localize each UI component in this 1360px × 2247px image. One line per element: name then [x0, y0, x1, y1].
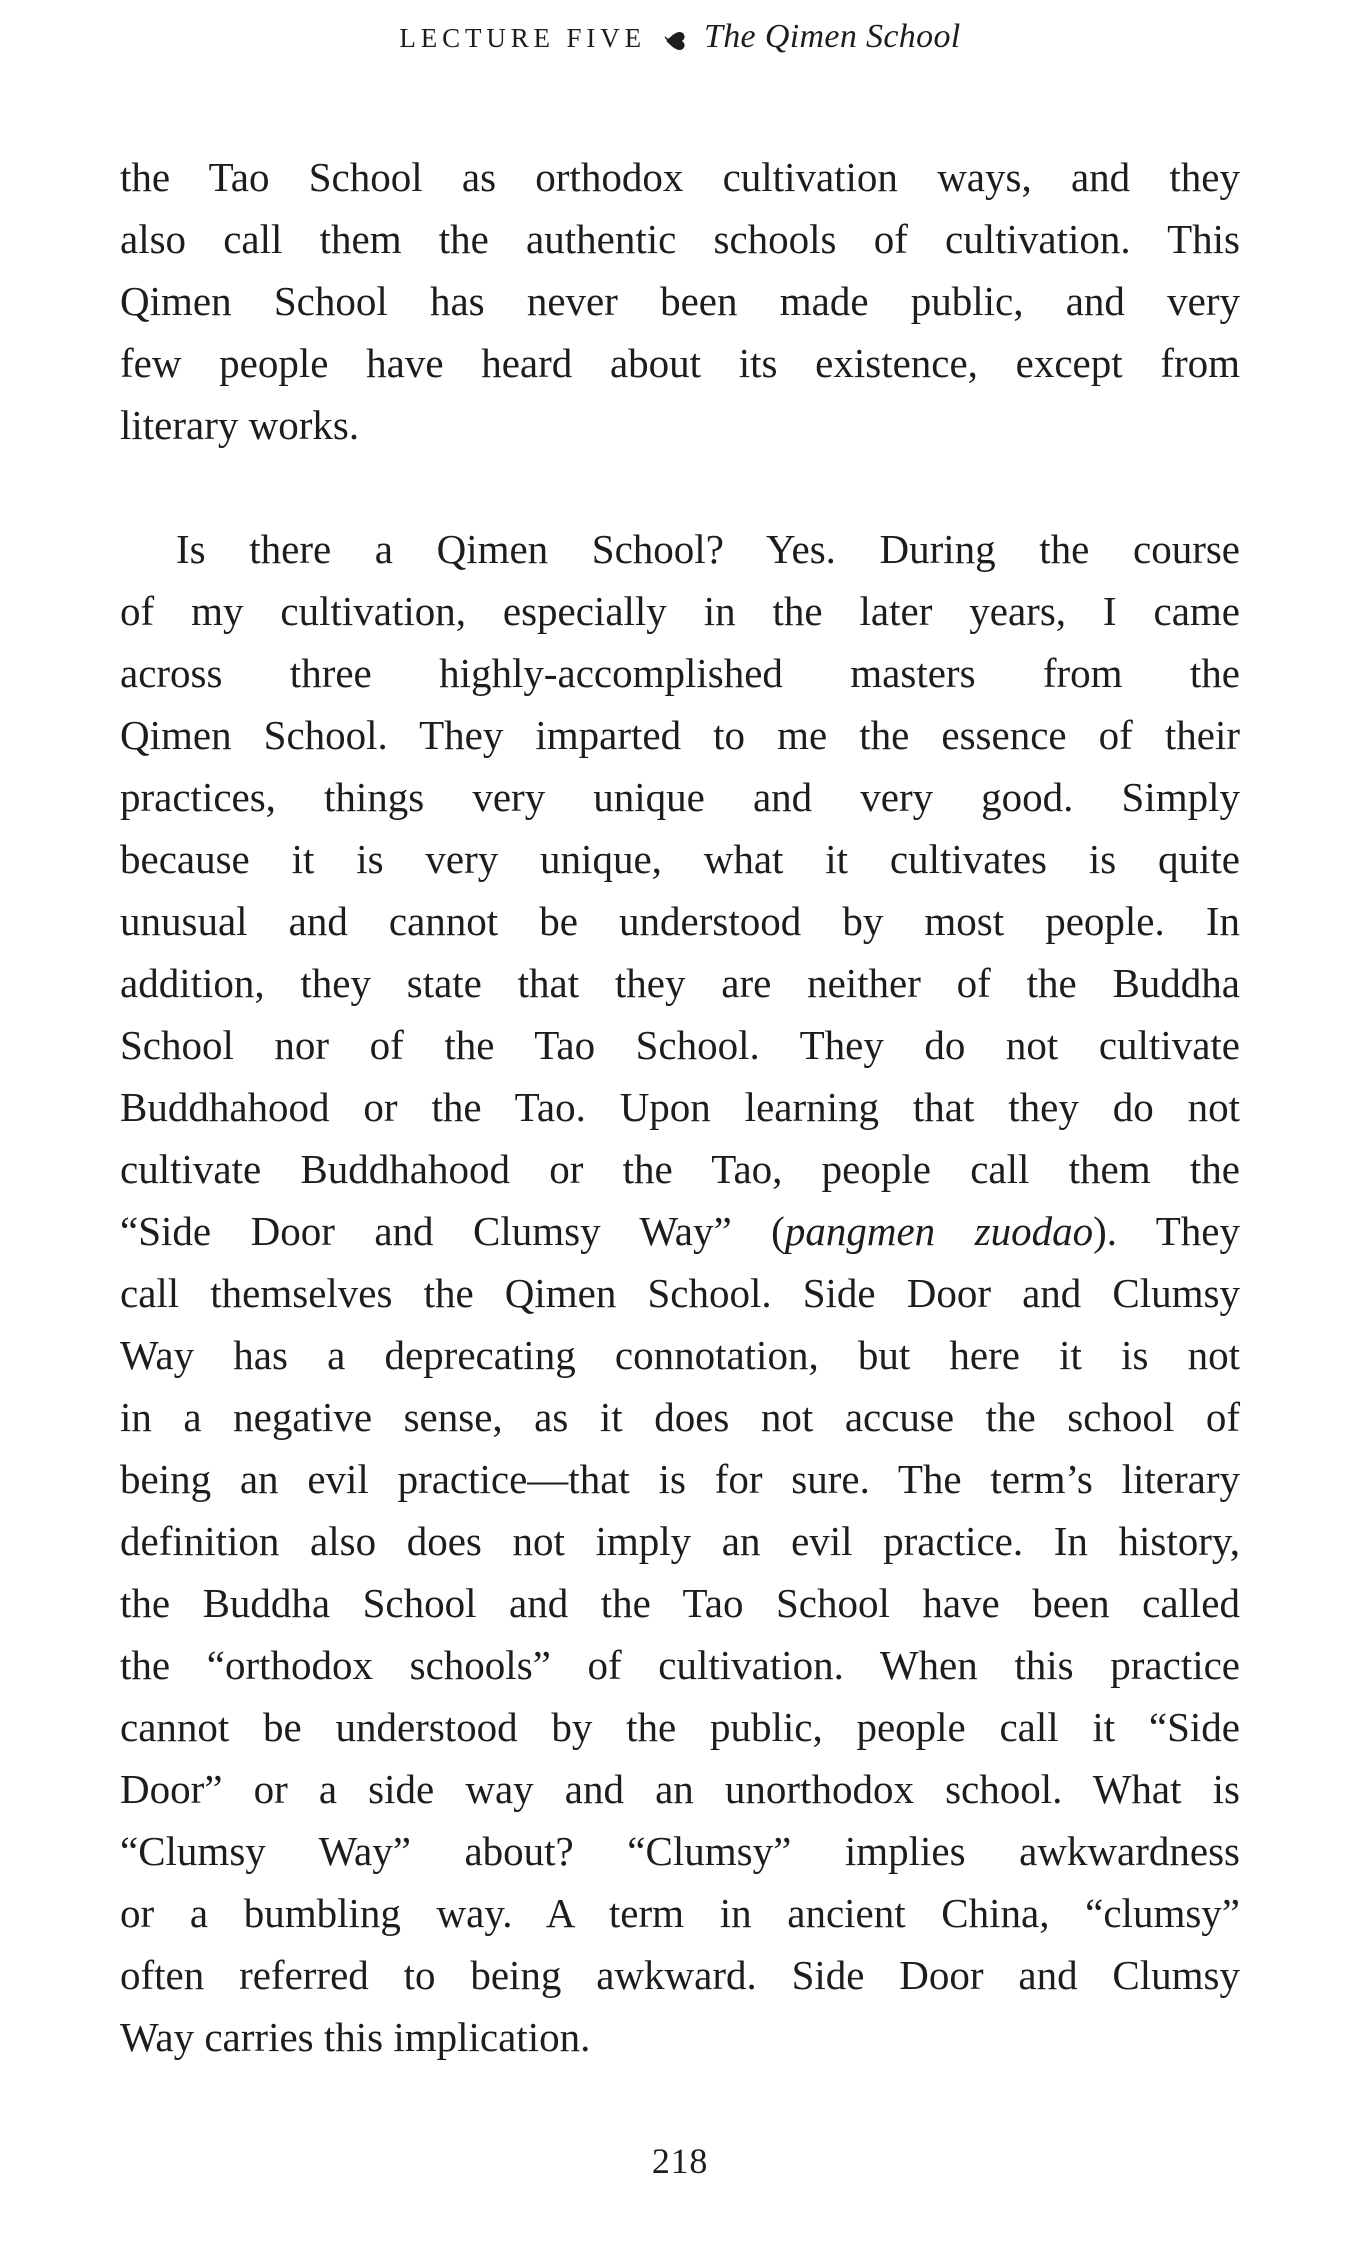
hedera-leaf-icon	[664, 30, 686, 52]
text-line	[120, 270, 1240, 332]
text-segment: practices, things very unique and very good. Simply	[120, 774, 1240, 820]
text-segment: “Clumsy Way” about? “Clumsy” implies awkwardness	[120, 1828, 1240, 1874]
text-line	[120, 146, 1240, 208]
text-segment: often referred to being awkward. Side Door and Clumsy	[120, 1952, 1240, 1998]
text-line	[120, 1014, 1240, 1076]
text-segment: being an evil practice—that is for sure. The term’s literary	[120, 1456, 1240, 1502]
text-segment: ). They	[1093, 1208, 1241, 1254]
text-segment: Qimen School. They imparted to me the essence of their	[120, 712, 1240, 758]
text-line	[120, 1386, 1240, 1448]
text-line	[120, 952, 1240, 1014]
text-line	[120, 1882, 1240, 1944]
text-line	[120, 642, 1240, 704]
text-segment: “Side Door and Clumsy Way” (	[120, 1208, 785, 1254]
text-segment: the “orthodox schools” of cultivation. When this practice	[120, 1642, 1240, 1688]
text-line	[120, 1262, 1240, 1324]
text-line	[120, 2006, 1240, 2068]
page-number: 218	[651, 2141, 709, 2181]
text-segment: the Tao School as orthodox cultivation ways, and they	[120, 154, 1240, 200]
running-head-section-label: LECTURE FIVE	[399, 23, 646, 53]
text-segment: also call them the authentic schools of cultivation. This	[120, 216, 1240, 262]
text-segment: Qimen School has never been made public, and very	[120, 278, 1240, 324]
text-segment: few people have heard about its existence, except from	[120, 340, 1240, 386]
text-line	[120, 332, 1240, 394]
text-block	[120, 146, 1240, 2068]
text-segment: definition also does not imply an evil practice. In history,	[120, 1518, 1240, 1564]
text-line	[120, 580, 1240, 642]
text-line	[120, 1510, 1240, 1572]
text-segment: the Buddha School and the Tao School have been called	[120, 1580, 1240, 1626]
paragraph	[120, 518, 1240, 2068]
running-head-chapter-title: The Qimen School	[703, 18, 961, 55]
text-line	[120, 1076, 1240, 1138]
text-segment: or a bumbling way. A term in ancient China, “clumsy”	[120, 1890, 1240, 1936]
text-line	[120, 766, 1240, 828]
text-line	[120, 1324, 1240, 1386]
text-line	[120, 1572, 1240, 1634]
text-line	[120, 1200, 1240, 1262]
paragraph	[120, 146, 1240, 456]
text-segment: in a negative sense, as it does not accuse the school of	[120, 1394, 1240, 1440]
text-line	[120, 394, 1240, 456]
text-segment: Is there a Qimen School? Yes. During the course	[176, 526, 1240, 572]
text-segment: call themselves the Qimen School. Side Door and Clumsy	[120, 1270, 1240, 1316]
text-line	[120, 1448, 1240, 1510]
text-line	[120, 1758, 1240, 1820]
text-line	[120, 1820, 1240, 1882]
text-line	[120, 518, 1240, 580]
text-line	[120, 890, 1240, 952]
text-segment: because it is very unique, what it cultivates is quite	[120, 836, 1240, 882]
text-segment: cannot be understood by the public, people call it “Side	[120, 1704, 1240, 1750]
text-segment: cultivate Buddhahood or the Tao, people call them the	[120, 1146, 1240, 1192]
text-line	[120, 1634, 1240, 1696]
text-line	[120, 828, 1240, 890]
text-segment: literary works.	[120, 402, 360, 448]
text-line	[120, 1138, 1240, 1200]
text-line	[120, 1696, 1240, 1758]
text-segment: addition, they state that they are neither of the Buddha	[120, 960, 1240, 1006]
text-segment: of my cultivation, especially in the later years, I came	[120, 588, 1240, 634]
running-head	[0, 18, 1360, 56]
text-line	[120, 208, 1240, 270]
text-line	[120, 704, 1240, 766]
text-segment: Way carries this implication.	[120, 2014, 591, 2060]
text-line	[120, 1944, 1240, 2006]
text-segment: Door” or a side way and an unorthodox school. What is	[120, 1766, 1240, 1812]
text-segment: School nor of the Tao School. They do not cultivate	[120, 1022, 1240, 1068]
text-segment: Way has a deprecating connotation, but here it is not	[120, 1332, 1240, 1378]
italic-term: pangmen zuodao	[784, 1208, 1094, 1254]
text-segment: unusual and cannot be understood by most people. In	[120, 898, 1240, 944]
text-segment: across three highly-accomplished masters from the	[120, 650, 1240, 696]
text-segment: Buddhahood or the Tao. Upon learning that they do not	[120, 1084, 1240, 1130]
